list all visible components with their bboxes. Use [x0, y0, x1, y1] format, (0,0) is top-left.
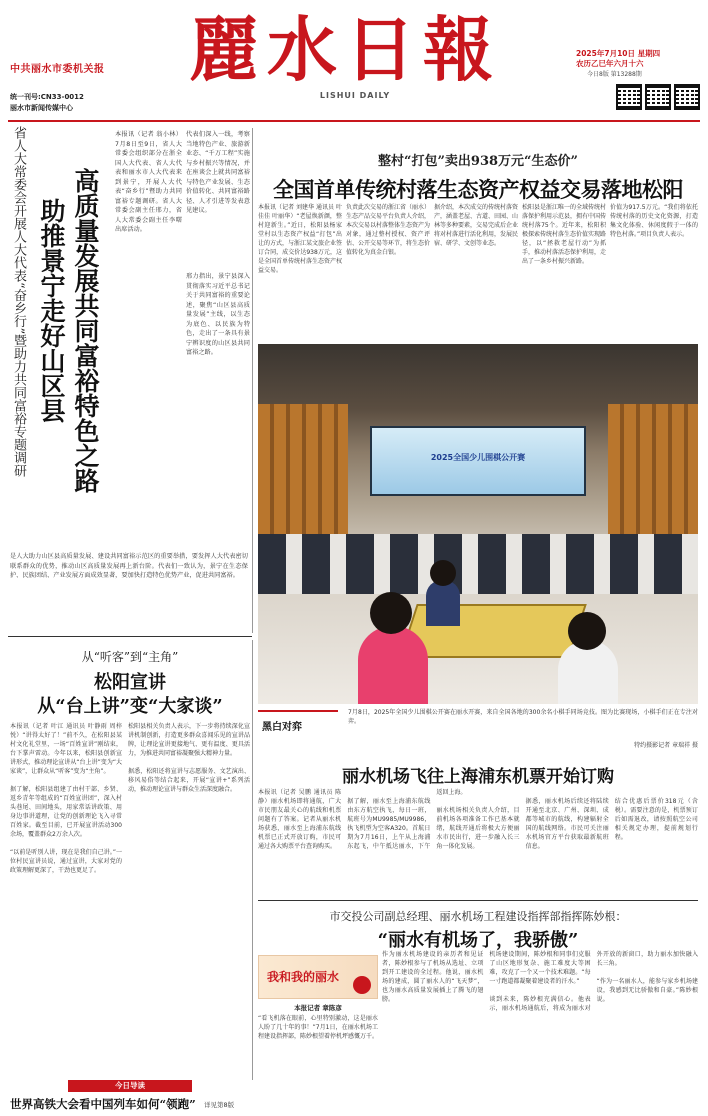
photo-caption: 7月8日，2025年全国少儿围棋公开赛在丽水开赛，来自全国各地的300余名小棋手同场竞技。图为比赛现场，小棋手们正在专注对弈。: [348, 709, 698, 725]
feature-body-5: 价值为917.5万元。“我们将依托传统村落的历史文化资源，打造集文化体验、休闲度假于一体的特色村落。”项目负责人表示。: [610, 204, 698, 238]
anniversary-badge: [353, 976, 371, 994]
photo-label: [258, 710, 338, 746]
airport-body: 本报讯（记者 吴鹏 通讯员 陈静）丽水机场即将通航，广大市民朋友最关心的航线和机票问题有了答案。记者从丽水机场获悉，丽水至上海浦东航线机票已正式开放订购，市民可通过各大购票平台查询购买。 据了解，丽水至上海浦东航线由东方航空执飞，每日一班，航班号为MU9985/MU9986，执飞机型为空客A320。首航日期为7月16日，上午从上海浦东起飞，中午抵达丽水，下午返回上海。 丽水机场相关负责人介绍，目前机场各项准备工作已基本就绪，航线开通后将极大方便丽水市民出行，进一步融入长三角一体化发展。 据悉，丽水机场后续还将陆续开通至北京、广州、深圳、成都等城市的航线，构建辐射全国的航线网络。市民可关注丽水机场官方平台获取最新航班信息。 结合优惠后票价318元（含税）。需要注意的是，机票预订后如需退改，请按照航空公司相关规定办理，提前规划行程。: [258, 789, 698, 850]
feature-body-3: 据介绍，本次成交的传统村落资产，涵盖老屋、古道、田园、山林等多种要素，交易完成后企业将对村落进行活化利用，发展民宿、研学、文创等业态。: [434, 204, 518, 247]
today-headline[interactable]: 世界高铁大会看中国列车如何“领跑”: [10, 1097, 196, 1111]
photo-banner-text: 2025全国少儿围棋公开赛: [430, 453, 526, 462]
story-body-a: 本报讯（记者 叶江 通讯员 叶静雨 周梓悦）“讲得太好了！”前不久，在松阳县某村文化礼堂里，一场“百姓宣讲”刚结束，台下掌声雷动。今年以来，松阳县创新宣讲形式，推动理论宣讲从“台上讲”变为“大家谈”，让群众从“听客”变为“主角”。 据了解，松阳县组建了由村干部、乡贤、返乡青年等组成的“百姓宣讲团”，深入村头巷尾、田间地头，用家常话讲政策、用身边事讲道理，让党的创新理论飞入寻常百姓家。截至目前，已开展宣讲活动300余场，覆盖群众2万余人次。 “以前是听别人讲，现在是我们自己讲。”一位村民宣讲员说，通过宣讲，大家对党的政策理解更深了，干劲也更足了。: [10, 723, 122, 874]
today-page-ref: 详见第8版: [204, 1101, 235, 1109]
lead-body-1: 本报讯（记者 翁小林）7月8日至9日，省人大常委会组织部分在浙全国人大代表、省人大代表和丽水市人大代表来到景宁，开展人大代表“奋乡行”暨助力共同富裕专题调研。省人大常委会副主任邢力，省人大常委会副主任李曙出席活动。: [115, 131, 182, 233]
feature-kicker: 整村“打包”卖出938万元“生态价”: [377, 154, 579, 169]
interview-title: “丽水有机场了，我骄傲”: [377, 930, 579, 951]
feature-title: 全国首单传统村落生态资产权益交易落地松阳: [273, 177, 683, 202]
photo-child-head: [370, 592, 412, 634]
column-divider: [252, 640, 253, 1080]
cn-number: 统一刊号:CN33-0012: [10, 93, 84, 101]
masthead-divider: [8, 120, 700, 122]
interview-body: 作为丽水机场建设的亲历者和见证者，陈妙根参与了机场从选址、立项到开工建设的全过程。他说，丽水机场的建成，圆了丽水人的“飞天梦”，也为丽水高质量发展插上了腾飞的翅膀。 机场建设期间，陈妙根和同事们克服了山区地形复杂、施工难度大等困难，攻克了一个又一个技术难题。“每一寸跑道都凝聚着建设者的汗水。” 谈到未来，陈妙根充满信心。他表示，丽水机场通航后，将成为丽水对外开放的新窗口，助力丽水加快融入长三角。 “作为一名丽水人，能参与家乡机场建设，我感到无比骄傲和自豪。”陈妙根说。: [382, 951, 698, 1012]
issue-number: 今日8版 第13288期: [587, 71, 642, 78]
lead-title-line2: 助推景宁走好山区县: [37, 198, 66, 423]
section-divider: [8, 636, 252, 637]
interview-quote: “看飞机落在眼前，心里特别激动，这是丽水人盼了几十年的事！”7月1日，在丽水机场工程建设指挥部，陈妙根望着停机坪感慨万千。: [258, 1015, 378, 1040]
sponsor-label: 中共丽水市委机关报: [10, 64, 105, 75]
photo-child-left: [358, 626, 428, 704]
photo-child-head: [430, 560, 456, 586]
qr-code-icon: [674, 84, 700, 110]
photo-child-mid: [426, 580, 460, 626]
feature-body-4: 松阳县是浙江唯一的全域传统村落保护利用示范县，拥有中国传统村落75个。近年来，松阳积极探索传统村落生态价值实现路径，以“拯救老屋行动”为抓手，推动村落活态保护利用，走出了一条乡村振兴新路。: [522, 204, 606, 265]
masthead-title: 麗水日報: [189, 8, 501, 91]
feature-body-1: 本报讯（记者 刘建华 通讯员 叶佳佳 叶丽华）“老屋焕新颜，整村迎新生。”近日，松阳县杨家堂村以生态资产权益“打包”出让的方式，与浙江某文旅企业签订合同，成交价达938万元，这是全国首单传统村落生态资产权益交易。: [258, 204, 342, 274]
photo-child-head: [568, 612, 606, 650]
story-body-b: 松阳县相关负责人表示，下一步将持续深化宣讲机制创新，打造更多群众喜闻乐见的宣讲品牌，让理论宣讲更接地气、更有温度、更具活力，为推进共同富裕凝聚强大精神力量。 据悉，松阳还将宣讲与志愿服务、文艺演出、移风易俗等结合起来，开展“宣讲+”系列活动，推动理论宣讲与群众生活深度融合。: [128, 723, 250, 793]
lead-subtitle: 省人大常委会开展人大代表“奋乡行”暨助力共同富裕专题调研: [11, 126, 26, 478]
column-divider: [252, 128, 253, 633]
photo-credit: 特约摄影记者 章瑞祥 摄: [634, 742, 698, 749]
lead-body-2: 代表们深入一线，考察当地特色产业、旅游新业态、“千万工程”实施与乡村振兴等情况，并在座谈会上就共同富裕与特色产业发展、生态价值转化、共同富裕路径、人才引进等发表意见建议。: [186, 131, 250, 214]
qr-code-icon: [616, 84, 642, 110]
today-label: [68, 1080, 192, 1092]
lead-body-3: 邢力指出，景宁县深入贯彻落实习近平总书记关于共同富裕的重要论述，聚焦“山区县高质量发展”主线，以生态为底色、以民族为特色，走出了一条具有景宁辨识度的山区县共同富裕之路。: [186, 273, 250, 356]
photo-tables: [258, 534, 698, 594]
masthead: [0, 0, 708, 118]
interview-kicker: 市交投公司副总经理、丽水机场工程建设指挥部指挥陈妙根：: [329, 910, 627, 923]
lunar-date: 农历乙巳年六月十六: [576, 59, 644, 68]
column-logo: [258, 955, 378, 999]
photo-label-text: 黑白对弈: [262, 722, 302, 733]
issue-date: 2025年7月10日 星期四: [576, 49, 661, 58]
interview-author: 本报记者 章陈彦: [294, 1004, 342, 1012]
story-title-1: 松阳宣讲: [94, 672, 166, 693]
lead-title-line1: 高质量发展共同富裕特色之路: [71, 168, 100, 493]
masthead-pinyin: LISHUI DAILY: [319, 91, 391, 100]
publisher: 丽水市新闻传媒中心: [10, 104, 73, 112]
story-kicker: 从“听客”到“主角”: [81, 650, 179, 664]
qr-code-icon: [645, 84, 671, 110]
today-index: [8, 1080, 252, 1114]
today-label-text: 今日导读: [115, 1081, 145, 1090]
column-logo-text: 我和我的丽水: [267, 970, 340, 984]
story-title-2: 从“台上讲”变“大家谈”: [37, 696, 223, 717]
section-divider: [258, 900, 698, 901]
airport-title: 丽水机场飞往上海浦东机票开始订购: [342, 767, 614, 787]
feature-body-2: 负责此次交易的浙江省（丽水）生态产品交易平台负责人介绍，本次交易以村落整体生态资产为对象，通过整村授权、资产评估、公开交易等环节，将生态价值转化为真金白银。: [346, 204, 430, 256]
lead-body-bottom: 是人大助力山区县高质量发展、建设共同富裕示范区的重要举措，要发挥人大代表密切联系群众的优势，推动山区高质量发展再上新台阶。代表们一致认为，景宁在生态保护、民族团结、产业发展方面成效显著，要加快打造特色优势产业，促进共同富裕。: [10, 553, 248, 580]
news-photo: [258, 344, 698, 704]
